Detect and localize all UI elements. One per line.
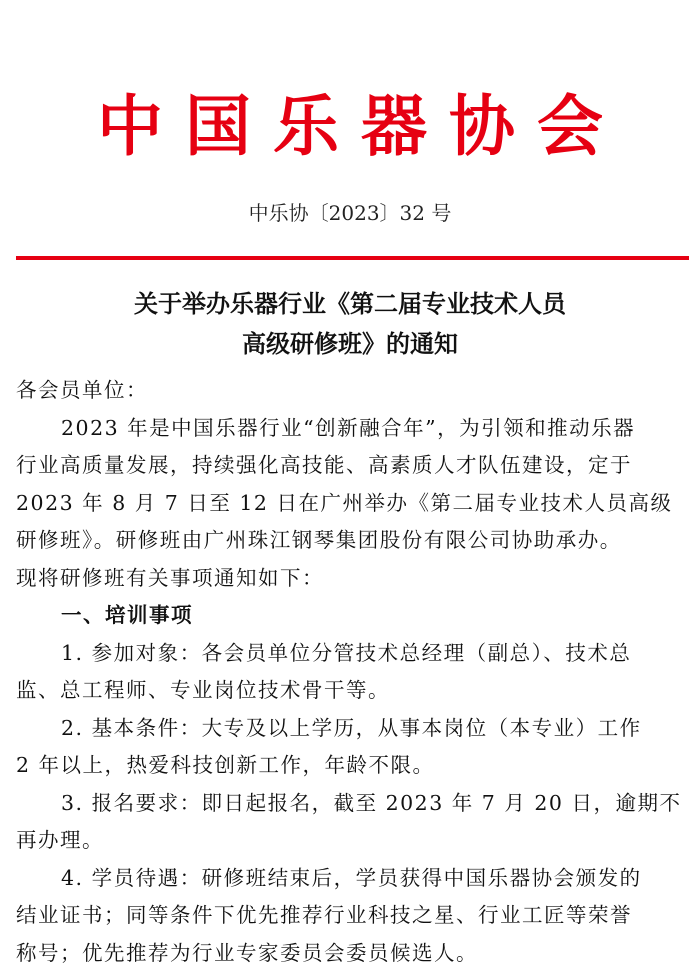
paragraph-line: 2023 年是中国乐器行业“创新融合年”，为引领和推动乐器 [16,410,686,448]
item-line: 2 年以上，热爱科技创新工作，年龄不限。 [16,747,686,785]
red-separator-line [16,256,689,260]
masthead-org-name: 中国乐器协会 [0,88,700,164]
item-line: 监、总工程师、专业岗位技术骨干等。 [16,672,686,710]
salutation: 各会员单位： [16,372,686,410]
section-heading: 一、培训事项 [16,597,686,635]
item-line: 4. 学员待遇：研修班结束后，学员获得中国乐器协会颁发的 [16,860,686,898]
item-line: 结业证书；同等条件下优先推荐行业科技之星、行业工匠等荣誉 [16,897,686,935]
item-line: 2. 基本条件：大专及以上学历，从事本岗位（本专业）工作 [16,710,686,748]
notice-title [0,284,700,364]
title-line-2: 高级研修班》的通知 [0,324,700,364]
paragraph-line: 2023 年 8 月 7 日至 12 日在广州举办《第二届专业技术人员高级 [16,485,686,523]
paragraph-line: 研修班》。研修班由广州珠江钢琴集团股份有限公司协助承办。 [16,522,686,560]
paragraph-line: 行业高质量发展，持续强化高技能、高素质人才队伍建设，定于 [16,447,686,485]
item-line: 再办理。 [16,822,686,860]
document-number: 中乐协〔2023〕32 号 [0,198,700,228]
item-line: 3. 报名要求：即日起报名，截至 2023 年 7 月 20 日，逾期不 [16,785,686,823]
item-line: 称号；优先推荐为行业专家委员会委员候选人。 [16,935,686,972]
item-line: 1. 参加对象：各会员单位分管技术总经理（副总）、技术总 [16,635,686,673]
title-line-1: 关于举办乐器行业《第二届专业技术人员 [0,284,700,324]
notice-body [16,372,686,972]
paragraph-line: 现将研修班有关事项通知如下： [16,560,686,598]
